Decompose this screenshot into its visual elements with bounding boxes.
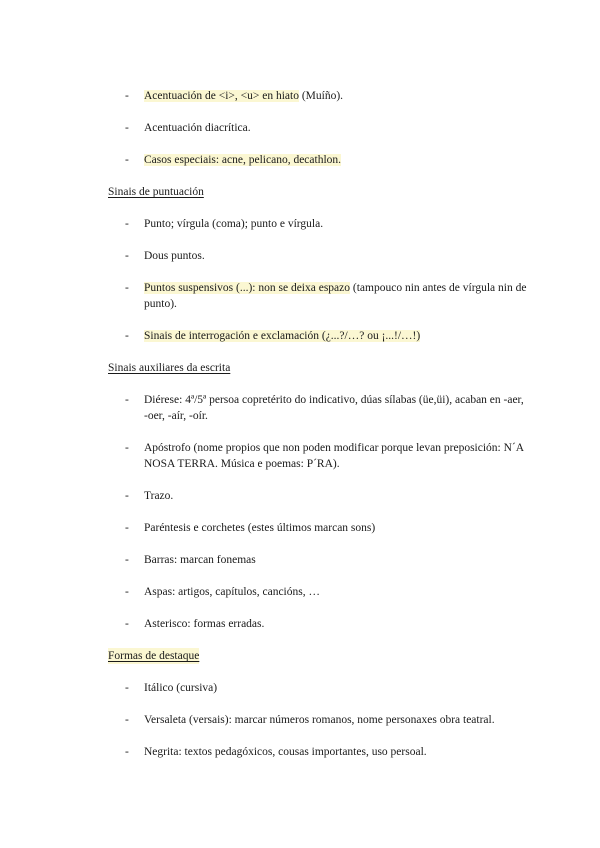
list-item-text <box>144 552 529 568</box>
list-dash: - <box>125 554 129 566</box>
plain-text: Paréntesis e corchetes (estes últimos marcan sons) <box>144 522 376 534</box>
list-item-text <box>144 584 529 600</box>
list-item-text <box>144 216 529 232</box>
list-dash: - <box>125 618 129 630</box>
list-dash: - <box>125 714 129 726</box>
list-item-text <box>144 680 529 696</box>
section-heading: Sinais auxiliares da escrita <box>108 362 231 374</box>
list-item-text <box>144 248 529 264</box>
list-item-text <box>144 328 529 344</box>
list-dash: - <box>125 154 129 166</box>
list-dash: - <box>125 682 129 694</box>
list-dash: - <box>125 394 129 406</box>
list-dash: - <box>125 442 129 454</box>
list-item-text <box>144 152 529 168</box>
list-dash: - <box>125 90 129 102</box>
plain-text: Asterisco: formas erradas. <box>144 618 265 630</box>
plain-text: (Muíño). <box>298 90 344 102</box>
list-dash: - <box>125 330 129 342</box>
list-item-text <box>144 88 529 104</box>
list-item-text <box>144 616 529 632</box>
list-dash: - <box>125 250 129 262</box>
list-item-text <box>144 520 529 536</box>
list-dash: - <box>125 218 129 230</box>
highlighted-text: Acentuación de <i>, <u> en hiato <box>144 90 299 102</box>
list-dash: - <box>125 746 129 758</box>
list-item-text <box>144 280 529 312</box>
plain-text: Itálico (cursiva) <box>144 682 218 694</box>
plain-text: Trazo. <box>144 490 174 502</box>
list-dash: - <box>125 522 129 534</box>
plain-text: Diérese: 4ª/5ª persoa copretérito do indicativo, dúas sílabas (üe,üi), acaban en -aer, -oer, -aír, -oír. <box>144 394 524 422</box>
list-item-text <box>144 712 529 728</box>
section-heading: Sinais de puntuación <box>108 186 204 198</box>
plain-text: Aspas: artigos, capítulos, cancións, … <box>144 586 320 598</box>
plain-text: Dous puntos. <box>144 250 205 262</box>
plain-text: Punto; vírgula (coma); punto e vírgula. <box>144 218 324 230</box>
list-item-text <box>144 120 529 136</box>
section-heading: Formas de destaque <box>108 650 200 662</box>
plain-text: Acentuación diacrítica. <box>144 122 251 134</box>
list-item-text <box>144 744 529 760</box>
list-dash: - <box>125 586 129 598</box>
plain-text: Apóstrofo (nome propios que non poden modificar porque levan preposición: N´A NOSA TERRA. Música e poemas: P´RA). <box>144 442 524 470</box>
list-dash: - <box>125 122 129 134</box>
plain-text: Barras: marcan fonemas <box>144 554 256 566</box>
list-item-text <box>144 488 529 504</box>
list-dash: - <box>125 282 129 294</box>
highlighted-text: Sinais de interrogación e exclamación (¿...?/…? ou ¡...!/…!) <box>144 330 421 342</box>
plain-text: (tampouco nin antes de vírgula nin de punto). <box>144 282 527 310</box>
list-dash: - <box>125 490 129 502</box>
plain-text: Versaleta (versais): marcar números romanos, nome personaxes obra teatral. <box>144 714 495 726</box>
plain-text: Negrita: textos pedagóxicos, cousas importantes, uso persoal. <box>144 746 427 758</box>
highlighted-text: Casos especiais: acne, pelicano, decathlon. <box>144 154 342 166</box>
list-item-text <box>144 440 529 472</box>
highlighted-text: Puntos suspensivos (...): non se deixa espazo <box>144 282 351 294</box>
list-item-text <box>144 392 529 424</box>
